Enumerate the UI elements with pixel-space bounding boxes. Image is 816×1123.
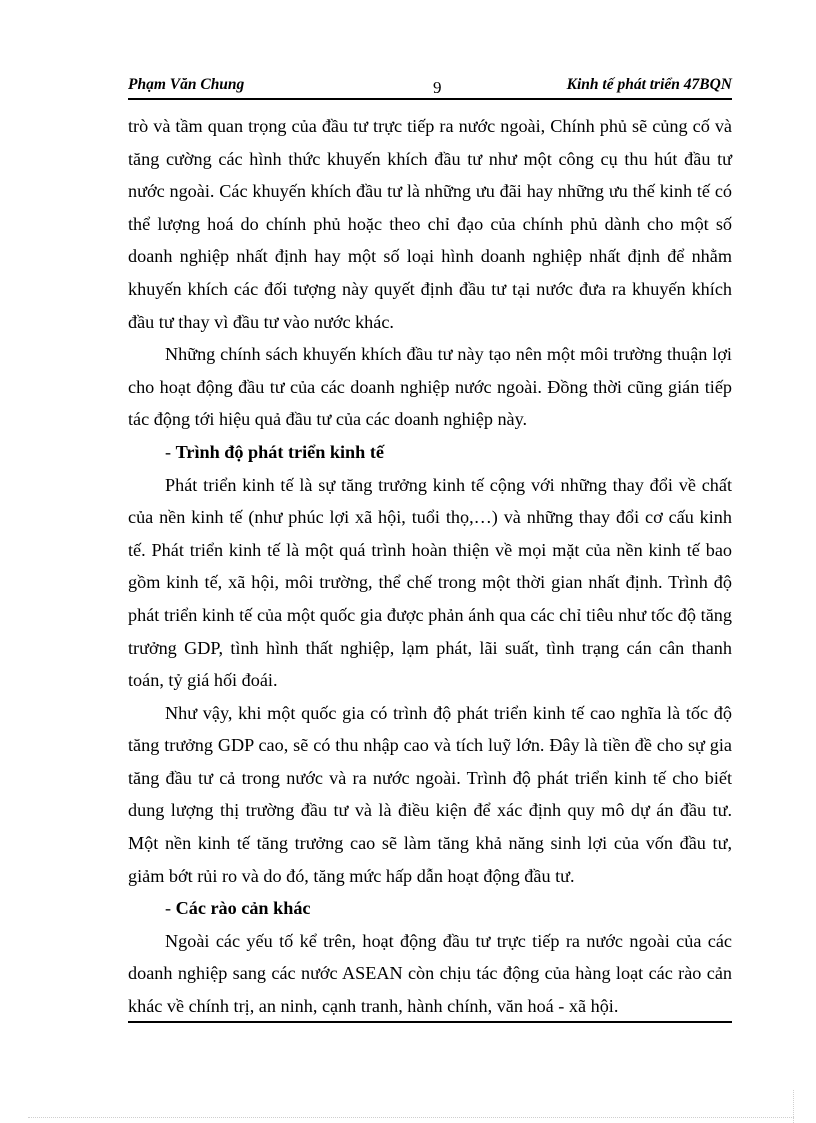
section-heading xyxy=(128,436,732,469)
section-heading xyxy=(128,892,732,925)
page-border xyxy=(28,1117,794,1118)
header-author: Phạm Văn Chung xyxy=(128,76,245,93)
paragraph: Như vậy, khi một quốc gia có trình độ phát triển kinh tế cao nghĩa là tốc độ tăng trưởng GDP cao, sẽ có thu nhập cao và tích luỹ lớn. Đây là tiền đề cho sự gia tăng đầu tư cả trong nước và ra nước ngoài. Trình độ phát triển kinh tế cho biết dung lượng thị trường đầu tư và là điều kiện để xác định quy mô dự án đầu tư. Một nền kinh tế tăng trưởng cao sẽ làm tăng khả năng sinh lợi của vốn đầu tư, giảm bớt rủi ro và do đó, tăng mức hấp dẫn hoạt động đầu tư. xyxy=(128,702,732,886)
paragraph: Những chính sách khuyến khích đầu tư này tạo nên một môi trường thuận lợi cho hoạt động đầu tư của các doanh nghiệp nước ngoài. Đồng thời cũng gián tiếp tác động tới hiệu quả đầu tư của các doanh nghiệp này. xyxy=(128,344,732,430)
paragraph: Phát triển kinh tế là sự tăng trưởng kinh tế cộng với những thay đổi về chất của nền kinh tế (như phúc lợi xã hội, tuổi thọ,…) và những thay đổi cơ cấu kinh tế. Phát triển kinh tế là một quá trình hoàn thiện về mọi mặt của nền kinh tế bao gồm kinh tế, xã hội, môi trường, thể chế trong một thời gian nhất định. Trình độ phát triển kinh tế của một quốc gia được phản ánh qua các chỉ tiêu như tốc độ tăng trưởng GDP, tình hình thất nghiệp, lạm phát, lãi suất, tình trạng cán cân thanh toán, tỷ giá hối đoái. xyxy=(128,474,732,691)
paragraph: Ngoài các yếu tố kể trên, hoạt động đầu tư trực tiếp ra nước ngoài của các doanh nghiệp sang các nước ASEAN còn chịu tác động của hàng loạt các rào cản khác về chính trị, an ninh, cạnh tranh, hành chính, văn hoá - xã hội. xyxy=(128,930,732,1017)
page-border-corner xyxy=(793,1090,794,1123)
paragraph: trò và tầm quan trọng của đầu tư trực tiếp ra nước ngoài, Chính phủ sẽ củng cố và tăng cường các hình thức khuyến khích đầu tư như một công cụ thu hút đầu tư nước ngoài. Các khuyến khích đầu tư là những ưu đãi hay những ưu thế kinh tế có thể lượng hoá do chính phủ hoặc theo chỉ đạo của chính phủ dành cho một số doanh nghiệp nhất định hay một số loại hình doanh nghiệp nhất định để nhằm khuyến khích các đối tượng này quyết định đầu tư tại nước đưa ra khuyến khích đầu tư thay vì đầu tư vào nước khác. xyxy=(128,116,732,332)
header-course: Kinh tế phát triển 47BQN xyxy=(566,76,732,93)
heading-text: Các rào cản khác xyxy=(175,898,311,919)
page-number: 9 xyxy=(433,78,442,97)
document-body xyxy=(128,110,732,1023)
heading-dash: - xyxy=(165,441,176,462)
heading-text: Trình độ phát triển kinh tế xyxy=(175,441,384,462)
heading-dash: - xyxy=(165,898,176,919)
page-header xyxy=(128,74,732,100)
footer-rule xyxy=(128,1021,732,1023)
